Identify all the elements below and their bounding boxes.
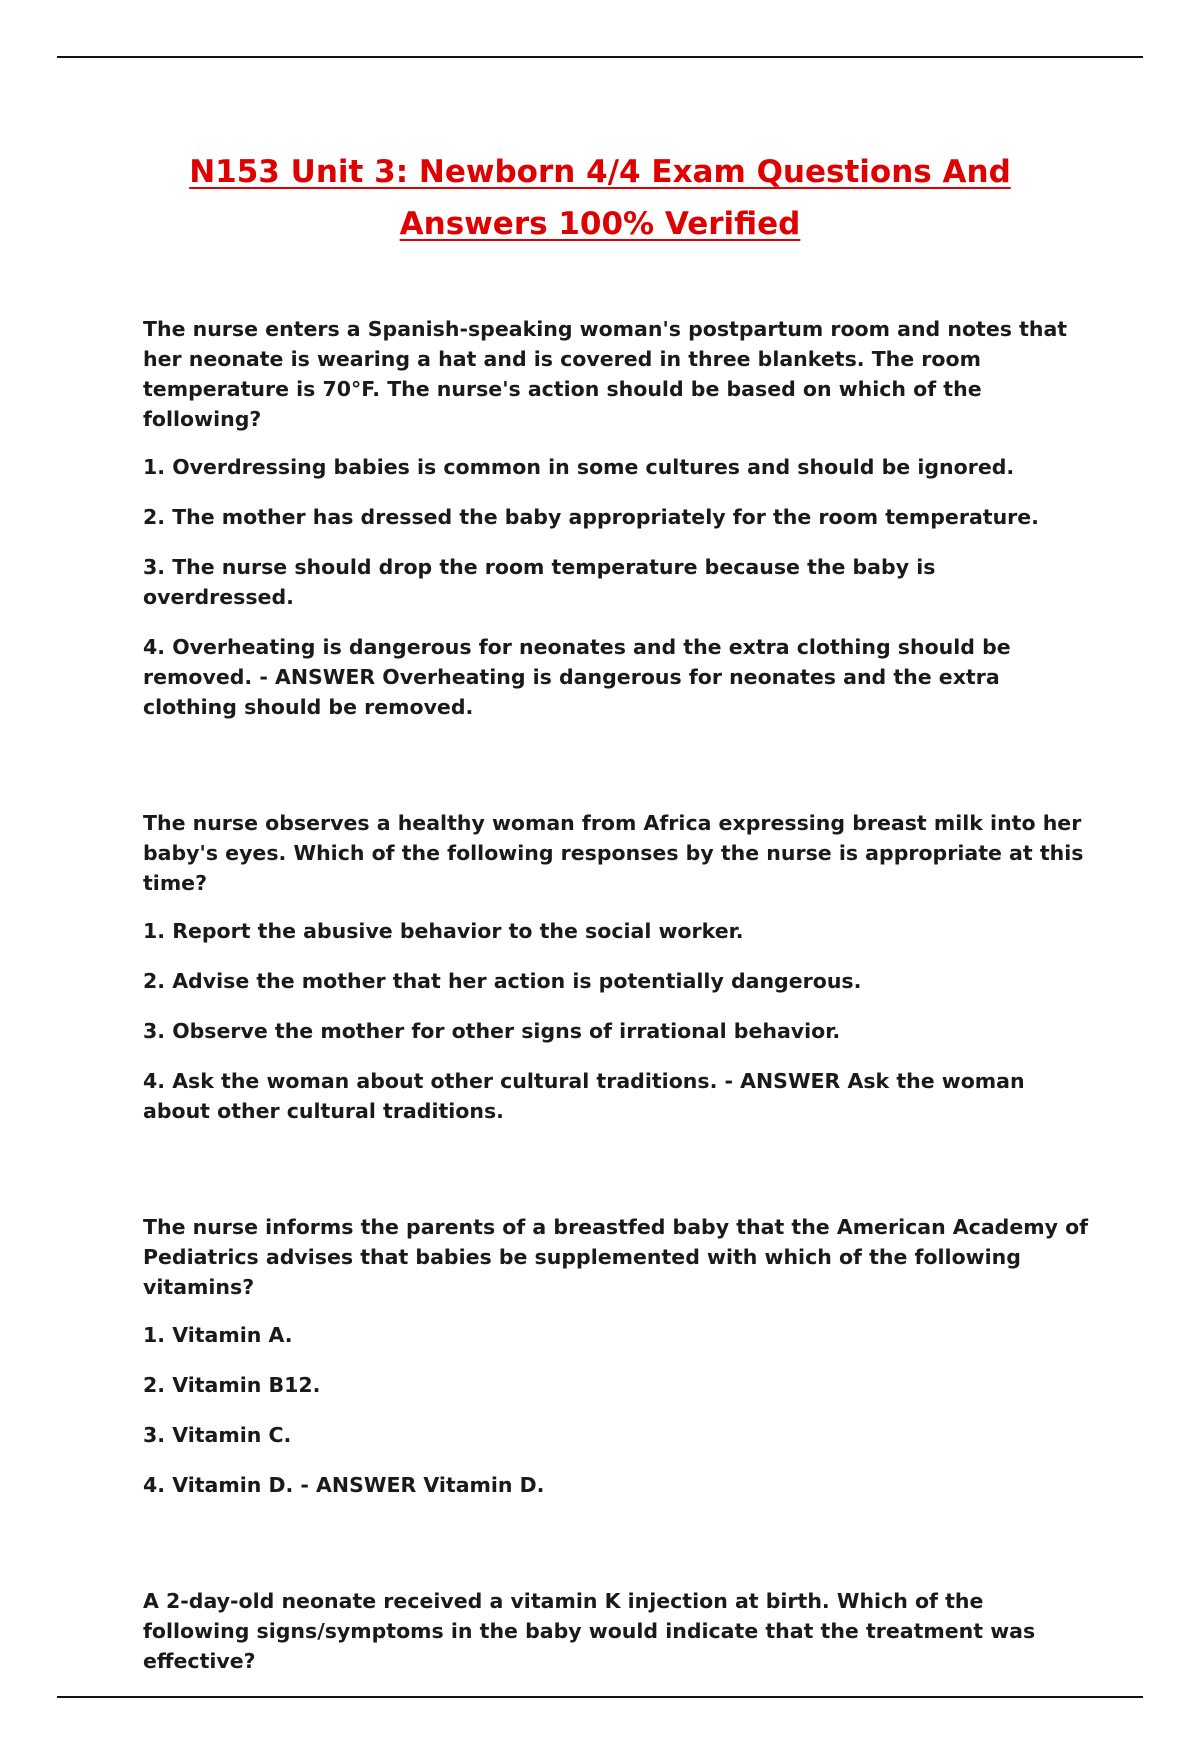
answer-option: 1. Overdressing babies is common in some cultures and should be ignored. xyxy=(143,455,1015,479)
answer-option: 2. Advise the mother that her action is potentially dangerous. xyxy=(143,969,862,993)
question-2 xyxy=(143,808,1093,1126)
answer-option: 2. The mother has dressed the baby appropriately for the room temperature. xyxy=(143,505,1039,529)
answer-option: 3. The nurse should drop the room temperature because the baby is overdressed. xyxy=(143,555,936,609)
title-line-2: Answers 100% Verified xyxy=(399,206,801,242)
question-text: A 2-day-old neonate received a vitamin K injection at birth. Which of the following signs/symptoms in the baby would indicate that the treatment was effective? xyxy=(143,1589,1036,1673)
questions-list xyxy=(143,314,1093,1762)
footer-rule xyxy=(57,1696,1143,1698)
question-4 xyxy=(143,1586,1093,1676)
answer-option: 1. Report the abusive behavior to the social worker. xyxy=(143,919,744,943)
question-text: The nurse observes a healthy woman from Africa expressing breast milk into her baby's eyes. Which of the following responses by the nurse is appropriate at this time? xyxy=(143,811,1084,895)
answer-option: 3. Vitamin C. xyxy=(143,1423,292,1447)
question-3 xyxy=(143,1212,1093,1500)
question-text: The nurse informs the parents of a breastfed baby that the American Academy of Pediatrics advises that babies be supplemented with which of the following vitamins? xyxy=(143,1215,1089,1299)
question-text: The nurse enters a Spanish-speaking woman's postpartum room and notes that her neonate is wearing a hat and is covered in three blankets. The room temperature is 70°F. The nurse's action should be based on which of the following? xyxy=(143,317,1068,431)
answer-option-correct: 4. Overheating is dangerous for neonates and the extra clothing should be removed. - ANSWER Overheating is dangerous for neonates and the extra clothing should be removed. xyxy=(143,635,1011,719)
answer-option: 1. Vitamin A. xyxy=(143,1323,293,1347)
question-1 xyxy=(143,314,1093,722)
answer-option-correct: 4. Ask the woman about other cultural traditions. - ANSWER Ask the woman about other cultural traditions. xyxy=(143,1069,1025,1123)
header-rule xyxy=(57,56,1143,58)
document-title xyxy=(100,146,1100,250)
answer-option: 3. Observe the mother for other signs of irrational behavior. xyxy=(143,1019,841,1043)
answer-option-correct: 4. Vitamin D. - ANSWER Vitamin D. xyxy=(143,1473,545,1497)
answer-option: 2. Vitamin B12. xyxy=(143,1373,321,1397)
title-line-1: N153 Unit 3: Newborn 4/4 Exam Questions And xyxy=(189,154,1011,190)
